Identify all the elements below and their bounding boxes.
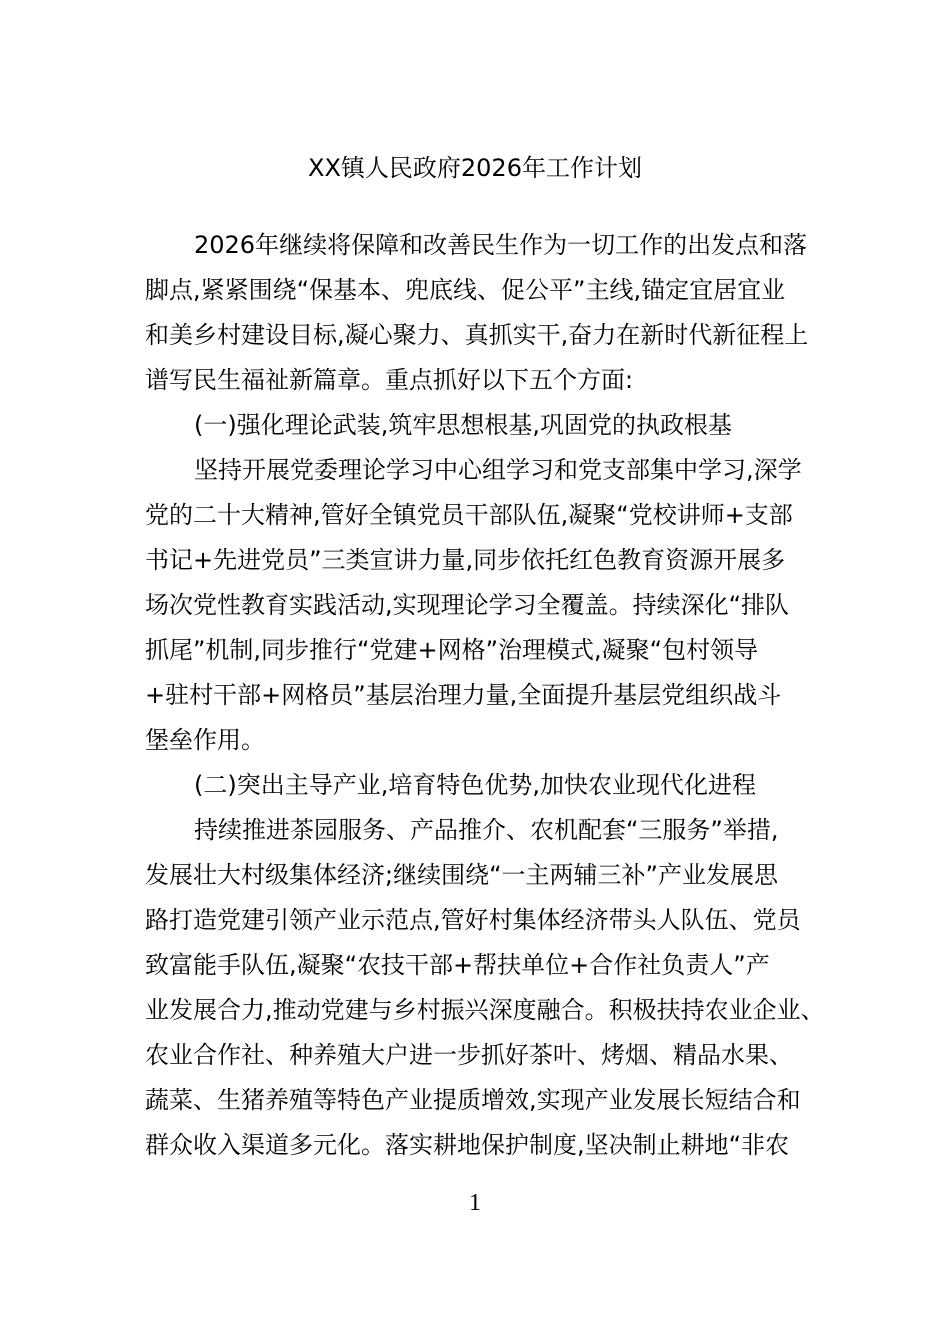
document-title: XX镇人民政府2026年工作计划	[308, 154, 642, 182]
body-line: 和美乡村建设目标,凝心聚力、真抓实干,奋力在新时代新征程上	[145, 321, 809, 349]
body-line: 坚持开展党委理论学习中心组学习和党支部集中学习,深学	[194, 456, 802, 484]
body-line: 场次党性教育实践活动,实现理论学习全覆盖。持续深化“排队	[145, 591, 790, 619]
body-line: 党的二十大精神,管好全镇党员干部队伍,凝聚“党校讲师+支部	[145, 501, 793, 529]
body-line: 农业合作社、种养殖大户进一步抓好茶叶、烤烟、精品水果、	[145, 1041, 793, 1069]
body-line: 抓尾”机制,同步推行“党建+网格”治理模式,凝聚“包村领导	[145, 636, 759, 664]
body-line: 路打造党建引领产业示范点,管好村集体经济带头人队伍、党员	[145, 906, 801, 934]
body-line: 堡垒作用。	[145, 726, 265, 754]
body-line: 群众收入渠道多元化。落实耕地保护制度,坚决制止耕地“非农	[145, 1131, 790, 1159]
body-line: 业发展合力,推动党建与乡村振兴深度融合。积极扶持农业企业、	[145, 996, 825, 1024]
body-line: 发展壮大村级集体经济;继续围绕“一主两辅三补”产业发展思	[145, 861, 778, 889]
section-heading-2: (二)突出主导产业,培育特色优势,加快农业现代化进程	[194, 771, 756, 799]
body-line: +驻村干部+网格员”基层治理力量,全面提升基层党组织战斗	[145, 681, 782, 709]
body-line: 书记+先进党员”三类宣讲力量,同步依托红色教育资源开展多	[145, 546, 786, 574]
body-line: 致富能手队伍,凝聚“农技干部+帮扶单位+合作社负责人”产	[145, 951, 770, 979]
document-body	[145, 223, 825, 1168]
body-line: 蔬菜、生猪养殖等特色产业提质增效,实现产业发展长短结合和	[145, 1086, 801, 1114]
body-line: 谱写民生福祉新篇章。重点抓好以下五个方面:	[145, 366, 634, 394]
page-number: 1	[469, 1190, 481, 1216]
body-line: 2026年继续将保障和改善民生作为一切工作的出发点和落	[194, 231, 808, 259]
section-heading-1: (一)强化理论武装,筑牢思想根基,巩固党的执政根基	[194, 411, 732, 439]
body-line: 持续推进茶园服务、产品推介、农机配套“三服务”举措,	[194, 816, 779, 844]
body-line: 脚点,紧紧围绕“保基本、兜底线、促公平”主线,锚定宜居宜业	[145, 276, 786, 304]
